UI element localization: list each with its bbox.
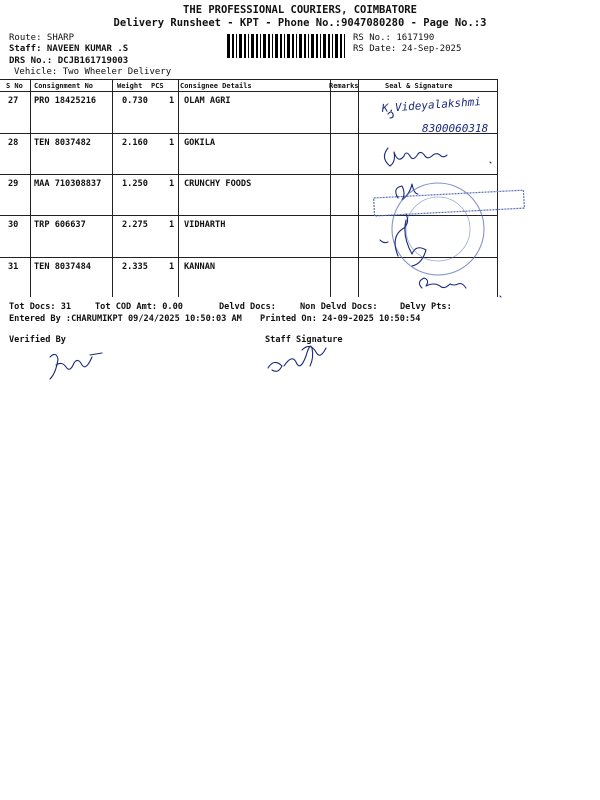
barcode-bar xyxy=(296,34,297,58)
barcode-bar xyxy=(275,34,278,58)
barcode-bar xyxy=(260,34,261,58)
non-delivered-docs: Non Delvd Docs: xyxy=(300,302,378,312)
row-29-consignee: CRUNCHY FOODS xyxy=(184,179,252,189)
route-label: Route: SHARP xyxy=(9,33,75,43)
row-31-weight: 2.335 xyxy=(122,262,148,272)
barcode-bar xyxy=(316,34,318,58)
barcode-bar xyxy=(340,34,342,58)
row-31-sno: 31 xyxy=(8,262,19,272)
col-header-weight: Weight xyxy=(117,82,143,90)
barcode-bar xyxy=(272,34,273,58)
barcode xyxy=(227,34,348,58)
barcode-bar xyxy=(323,34,326,58)
row-27-pcs: 1 xyxy=(169,96,175,106)
printed-on: Printed On: 24-09-2025 10:50:54 xyxy=(260,314,421,324)
barcode-bar xyxy=(332,34,333,58)
col-header-consignment: Consignment No xyxy=(34,82,94,90)
barcode-bar xyxy=(263,34,266,58)
row-31-consignment: TEN 8037484 xyxy=(34,262,91,272)
row-28-consignee: GOKILA xyxy=(184,138,216,148)
drs-number: DRS No.: DCJB161719003 xyxy=(9,56,129,66)
barcode-bar xyxy=(239,34,242,58)
col-header-seal-signature: Seal & Signature xyxy=(385,82,453,90)
staff-label: Staff: NAVEEN KUMAR .S xyxy=(9,44,129,54)
row-27-consignment: PRO 18425216 xyxy=(34,96,97,106)
row-31-consignee: KANNAN xyxy=(184,262,216,272)
total-docs: Tot Docs: 31 xyxy=(9,302,72,312)
barcode-bar xyxy=(236,34,237,58)
barcode-bar xyxy=(268,34,270,58)
row-29-consignment: MAA 710308837 xyxy=(34,179,102,189)
total-cod-amount: Tot COD Amt: 0.00 xyxy=(95,302,183,312)
rs-number: RS No.: 1617190 xyxy=(353,33,435,43)
barcode-bar xyxy=(308,34,309,58)
verified-by-label: Verified By xyxy=(9,335,66,345)
row-27-signature xyxy=(380,95,488,135)
row-28-pcs: 1 xyxy=(169,138,175,148)
row-27-signature-name: K.Videyalakshmi xyxy=(381,95,482,115)
row-27-sno: 27 xyxy=(8,96,19,106)
company-name: THE PROFESSIONAL COURIERS, COIMBATORE xyxy=(183,4,417,16)
barcode-bar xyxy=(248,34,249,58)
col-header-sno: S No xyxy=(6,82,23,90)
row-28-weight: 2.160 xyxy=(122,138,148,148)
barcode-bar xyxy=(311,34,314,58)
row-30-sno: 30 xyxy=(8,220,19,230)
verified-by-signature xyxy=(40,345,120,385)
delivery-points: Delvy Pts: xyxy=(400,302,452,312)
row-29-stamp xyxy=(374,184,525,216)
barcode-bar xyxy=(227,34,230,58)
delivered-docs: Delvd Docs: xyxy=(219,302,276,312)
staff-signature-mark xyxy=(262,340,342,380)
runsheet-title: Delivery Runsheet - KPT - Phone No.:9047080280 - Page No.:3 xyxy=(113,17,487,29)
row-29-sno: 29 xyxy=(8,179,19,189)
row-29-weight: 1.250 xyxy=(122,179,148,189)
barcode-bar xyxy=(287,34,290,58)
barcode-bar xyxy=(335,34,338,58)
row-31-signature xyxy=(419,278,501,297)
row-30-pcs: 1 xyxy=(169,220,175,230)
rs-date: RS Date: 24-Sep-2025 xyxy=(353,44,462,54)
row-30-consignee: VIDHARTH xyxy=(184,220,226,230)
barcode-bar xyxy=(304,34,306,58)
row-27-signature-phone: 8300060318 xyxy=(422,122,489,135)
barcode-bar xyxy=(328,34,330,58)
vehicle-label: Vehicle: Two Wheeler Delivery xyxy=(14,67,172,77)
barcode-bar xyxy=(251,34,254,58)
row-27-weight: 0.730 xyxy=(122,96,148,106)
row-27-consignee: OLAM AGRI xyxy=(184,96,231,106)
barcode-bar xyxy=(232,34,234,58)
entered-by: Entered By :CHARUMIKPT 09/24/2025 10:50:03 AM xyxy=(9,314,242,324)
barcode-bar xyxy=(244,34,246,58)
barcode-bar xyxy=(299,34,302,58)
row-30-consignment: TRP 606637 xyxy=(34,220,86,230)
row-29-pcs: 1 xyxy=(169,179,175,189)
barcode-bar xyxy=(280,34,282,58)
col-header-remarks: Remarks xyxy=(329,82,359,90)
row-28-sno: 28 xyxy=(8,138,19,148)
row-31-pcs: 1 xyxy=(169,262,175,272)
barcode-bar xyxy=(292,34,294,58)
col-header-consignee: Consignee Details xyxy=(180,82,252,90)
seal-signature-area xyxy=(360,88,560,303)
col-header-pcs: PCS xyxy=(151,82,164,90)
row-28-signature xyxy=(384,148,491,166)
row-30-weight: 2.275 xyxy=(122,220,148,230)
barcode-bar xyxy=(344,34,345,58)
staff-signature-label: Staff Signature xyxy=(265,335,343,345)
row-28-consignment: TEN 8037482 xyxy=(34,138,91,148)
barcode-bar xyxy=(284,34,285,58)
barcode-bar xyxy=(256,34,258,58)
barcode-bar xyxy=(320,34,321,58)
